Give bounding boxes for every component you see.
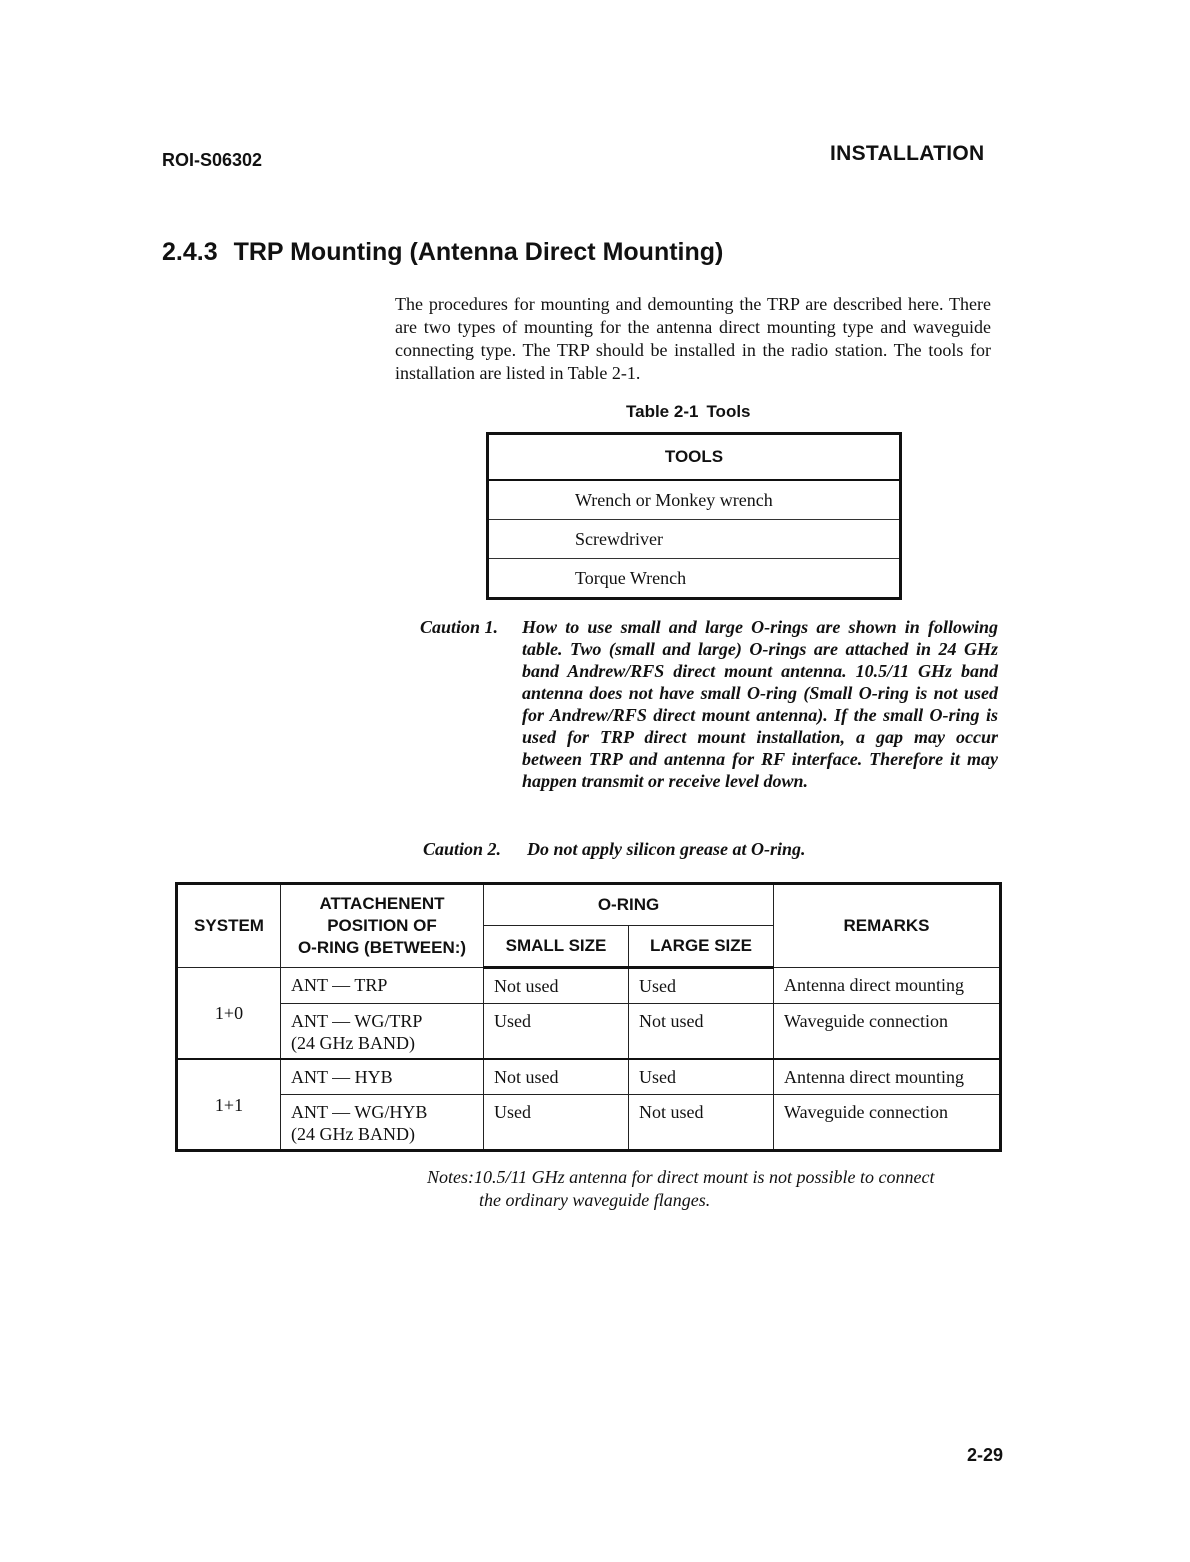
position-header-line3: O-RING (BETWEEN:)	[297, 938, 467, 957]
table-row	[177, 1059, 1001, 1095]
caution-2	[423, 838, 983, 860]
table1-caption-number: Table 2-1	[626, 402, 699, 421]
position-cell: ANT — HYB	[281, 1059, 484, 1095]
position-header	[281, 884, 484, 968]
small-size-cell: Not used	[484, 1059, 629, 1095]
page-number: 2-29	[967, 1445, 1004, 1465]
tool-cell: Torque Wrench	[488, 559, 901, 599]
section-number: 2.4.3	[162, 238, 218, 266]
position-cell	[281, 1095, 484, 1151]
position-header-line2: POSITION OF	[327, 916, 437, 935]
system-cell: 1+0	[177, 968, 281, 1060]
caution-1	[420, 616, 998, 792]
remarks-cell: Waveguide connection	[774, 1004, 1001, 1060]
position-header-line1: ATTACHENENT	[319, 894, 445, 913]
table-notes	[427, 1166, 1007, 1212]
large-size-cell: Not used	[629, 1095, 774, 1151]
small-size-cell: Used	[484, 1004, 629, 1060]
table-row	[488, 559, 901, 599]
remarks-cell: Antenna direct mounting	[774, 1059, 1001, 1095]
caution-2-text: Do not apply silicon grease at O-ring.	[527, 839, 806, 859]
large-size-header: LARGE SIZE	[629, 926, 774, 968]
small-size-cell: Used	[484, 1095, 629, 1151]
position-cell: ANT — TRP	[281, 968, 484, 1004]
small-size-header: SMALL SIZE	[484, 926, 629, 968]
position-sub: (24 GHz BAND)	[291, 1124, 415, 1144]
tool-cell: Wrench or Monkey wrench	[488, 480, 901, 520]
caution-2-label: Caution 2.	[423, 839, 502, 859]
tools-header: TOOLS	[488, 434, 901, 481]
position-main: ANT — WG/TRP	[291, 1011, 423, 1031]
table1-caption-title: Tools	[706, 402, 751, 421]
caution-1-text: How to use small and large O-rings are shown in following table. Two (small and large) O-rings are attached in 24 GHz band Andrew/RFS direct mount antenna. 10.5/11 GHz band antenna does not have small O-ring (Small O-ring is not used for Andrew/RFS direct mount antenna). If the small O-ring is used for TRP direct mount installation, a gap may occur between TRP and antenna for RF interface. Therefore it may happen transmit or receive level down.	[522, 617, 998, 791]
section-heading	[162, 238, 723, 267]
table-row	[488, 480, 901, 520]
position-sub: (24 GHz BAND)	[291, 1033, 415, 1053]
document-id: ROI-S06302	[162, 150, 263, 170]
remarks-cell: Waveguide connection	[774, 1095, 1001, 1151]
position-main: ANT — WG/HYB	[291, 1102, 428, 1122]
caution-1-label: Caution 1.	[420, 617, 499, 637]
large-size-cell: Used	[629, 968, 774, 1004]
notes-line2: the ordinary waveguide flanges.	[479, 1190, 711, 1210]
remarks-header: REMARKS	[774, 884, 1001, 968]
large-size-cell: Not used	[629, 1004, 774, 1060]
table-row	[488, 520, 901, 559]
intro-paragraph: The procedures for mounting and demounting the TRP are described here. There are two types of mounting for the antenna direct mounting type and waveguide connecting type. The TRP should be installed in the radio station. The tools for installation are listed in Table 2-1.	[395, 294, 991, 383]
running-section-name: INSTALLATION	[830, 142, 985, 165]
tool-cell: Screwdriver	[488, 520, 901, 559]
oring-header: O-RING	[484, 884, 774, 926]
tools-table	[486, 432, 902, 600]
notes-line1: Notes:10.5/11 GHz antenna for direct mount is not possible to connect	[427, 1167, 935, 1187]
small-size-cell: Not used	[484, 968, 629, 1004]
section-title: TRP Mounting (Antenna Direct Mounting)	[233, 238, 724, 266]
remarks-cell: Antenna direct mounting	[774, 968, 1001, 1004]
system-header: SYSTEM	[177, 884, 281, 968]
table-row	[177, 1095, 1001, 1151]
table-row	[177, 1004, 1001, 1060]
table1-caption	[626, 402, 751, 422]
oring-table	[175, 882, 1002, 1152]
position-cell	[281, 1004, 484, 1060]
large-size-cell: Used	[629, 1059, 774, 1095]
system-cell: 1+1	[177, 1059, 281, 1151]
table-row	[177, 968, 1001, 1004]
